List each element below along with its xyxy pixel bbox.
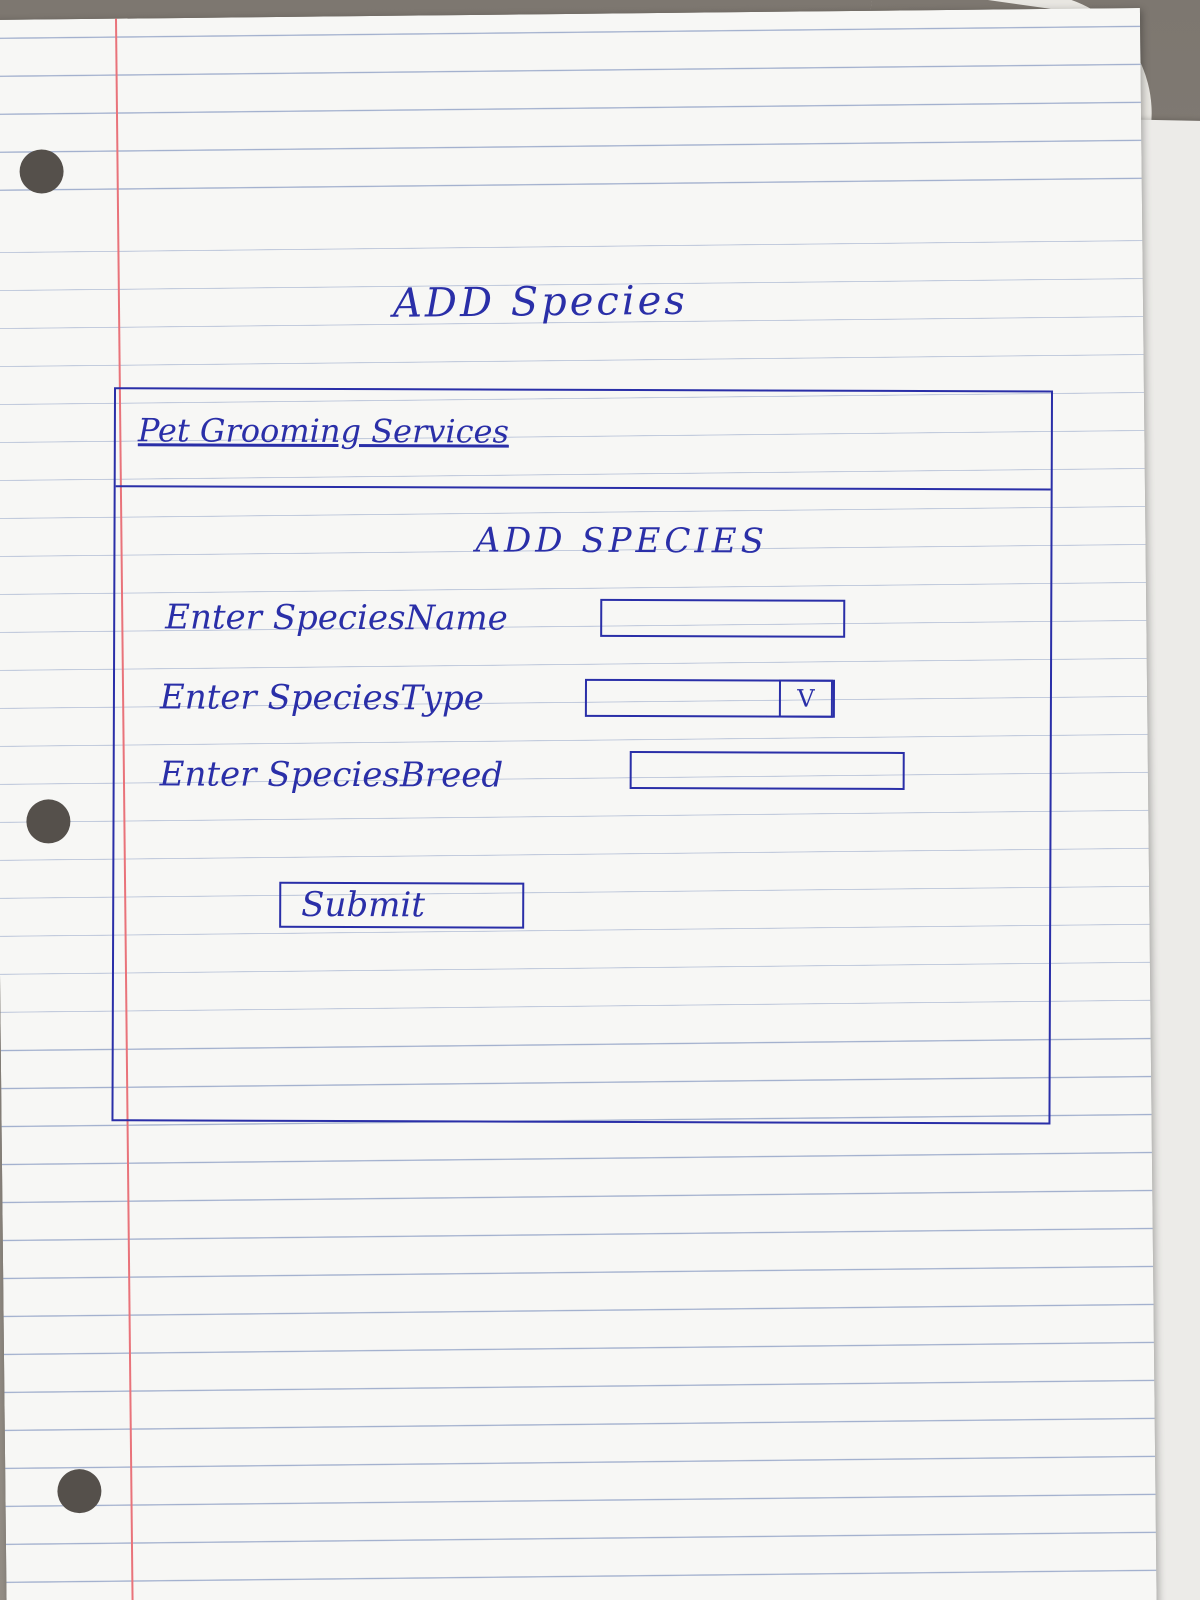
notebook-paper: [0, 8, 1157, 1600]
chevron-down-icon[interactable]: [779, 680, 833, 718]
punch-hole: [19, 149, 63, 193]
species-name-label: Enter SpeciesName: [165, 597, 508, 639]
punch-hole: [57, 1469, 101, 1513]
species-type-label: Enter SpeciesType: [159, 677, 485, 719]
dropdown-arrow-glyph: V: [797, 684, 815, 713]
page-heading: ADD Species: [392, 277, 689, 327]
species-breed-input[interactable]: [630, 751, 905, 790]
form-title: ADD SPECIES: [475, 520, 768, 562]
submit-button[interactable]: Submit: [279, 882, 524, 929]
app-header: [116, 389, 1051, 490]
species-breed-label: Enter SpeciesBreed: [159, 754, 504, 796]
punch-hole: [26, 799, 70, 843]
wireframe-window: [111, 387, 1053, 1124]
species-type-dropdown[interactable]: [585, 679, 835, 718]
species-name-input[interactable]: [600, 599, 845, 638]
brand-title: Pet Grooming Services: [137, 411, 509, 451]
